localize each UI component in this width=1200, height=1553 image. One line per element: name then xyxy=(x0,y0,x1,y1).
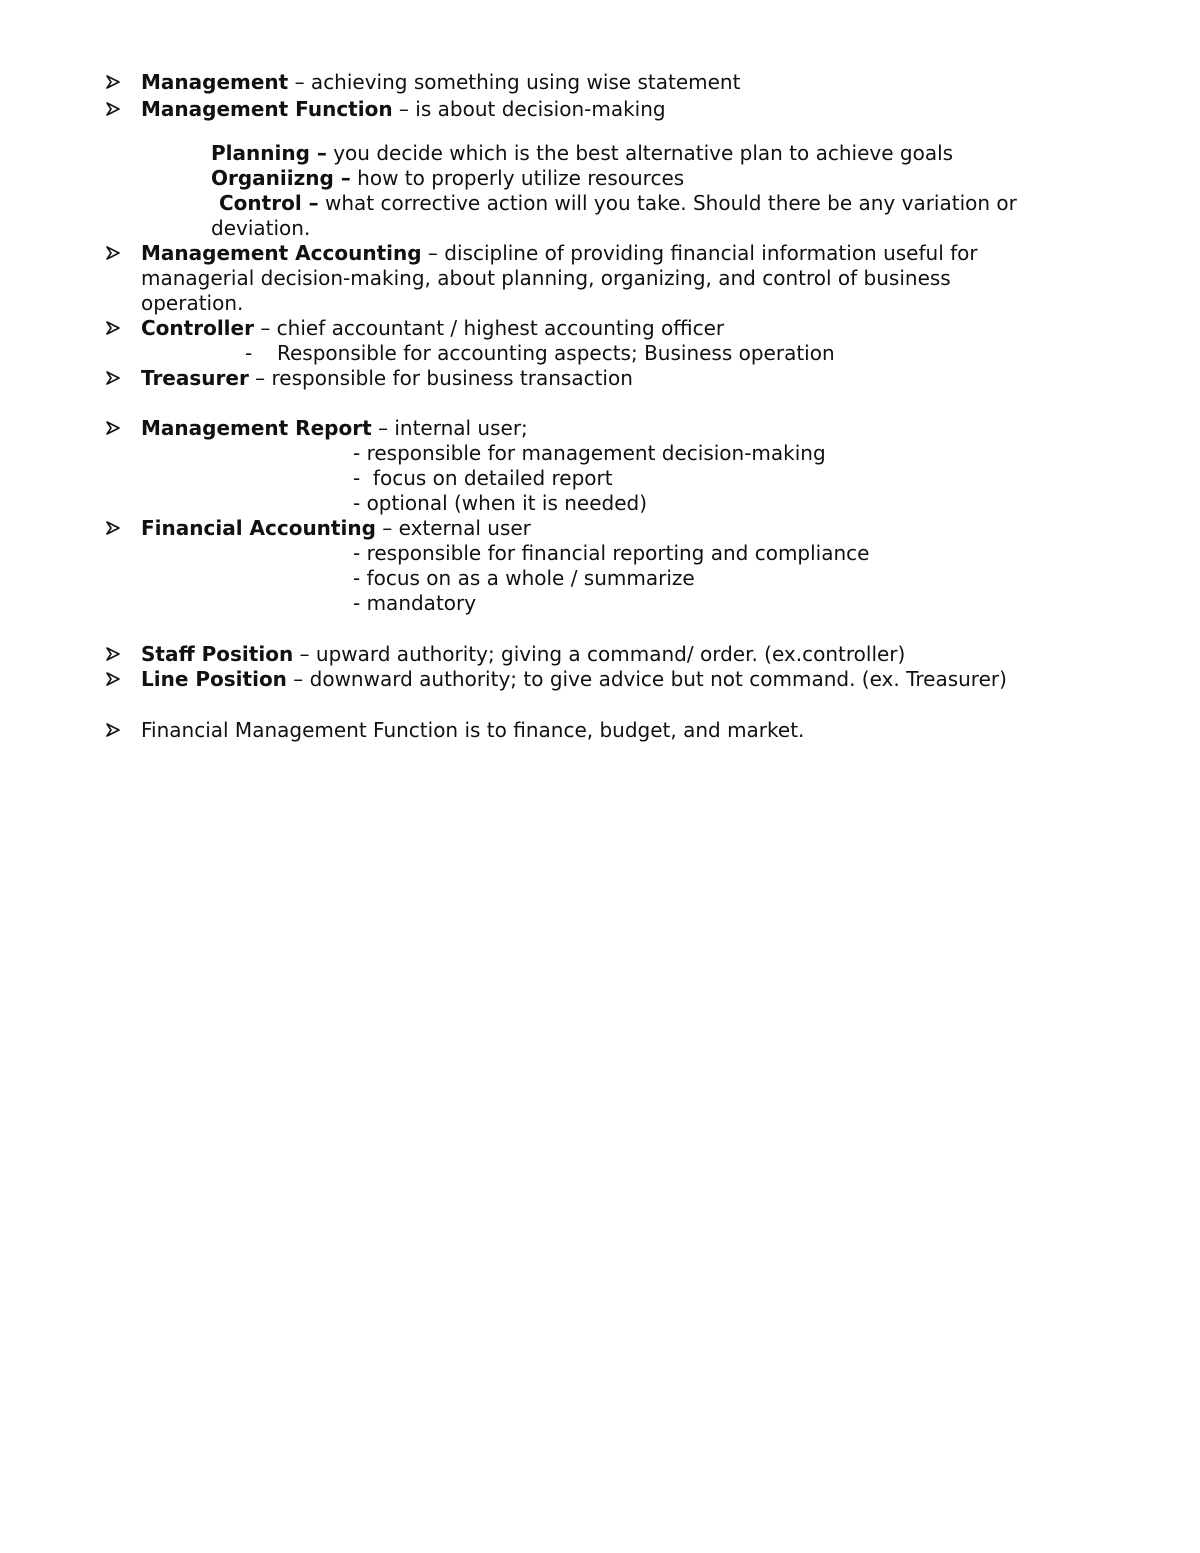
continuation-line xyxy=(0,266,1200,291)
sub-point xyxy=(0,541,1200,566)
sub-point xyxy=(0,591,1200,616)
list-item xyxy=(0,97,1200,122)
definition-text: deviation. xyxy=(211,216,311,240)
sub-point-text: - optional (when it is needed) xyxy=(353,491,648,515)
dash-bullet: - xyxy=(245,341,253,365)
term-label: Organiizng – xyxy=(211,166,351,190)
definition-text: – discipline of providing financial information useful for xyxy=(421,241,978,265)
arrowhead-bullet-icon xyxy=(105,416,125,441)
sub-point xyxy=(0,466,1200,491)
definition-line xyxy=(141,316,724,341)
definition-text: – downward authority; to give advice but not command. (ex. Treasurer) xyxy=(286,667,1007,691)
definition-text: you decide which is the best alternative plan to achieve goals xyxy=(326,141,954,165)
term-label: Controller xyxy=(141,316,254,340)
term-label: Management Accounting xyxy=(141,241,422,265)
definition-line xyxy=(211,141,953,166)
definition-line xyxy=(141,97,666,122)
sub-definition xyxy=(0,141,1200,166)
term-label: Treasurer xyxy=(141,366,249,390)
definition-line xyxy=(141,642,905,667)
term-label: Management Report xyxy=(141,416,372,440)
definition-text: – chief accountant / highest accounting officer xyxy=(253,316,725,340)
definition-text: – upward authority; giving a command/ order. (ex.controller) xyxy=(293,642,906,666)
list-item xyxy=(0,416,1200,441)
definition-line xyxy=(211,166,684,191)
sub-point xyxy=(0,566,1200,591)
term-label: Control – xyxy=(219,191,319,215)
term-label: Management Function xyxy=(141,97,393,121)
arrowhead-bullet-icon xyxy=(105,97,125,122)
arrowhead-bullet-icon xyxy=(105,366,125,391)
arrowhead-bullet-icon xyxy=(105,642,125,667)
arrowhead-bullet-icon xyxy=(105,241,125,266)
sub-point-text: - focus on detailed report xyxy=(353,466,613,490)
sub-point-text: - responsible for management decision-making xyxy=(353,441,826,465)
list-item xyxy=(0,316,1200,341)
definition-text: operation. xyxy=(141,291,244,315)
sub-point-text: - responsible for financial reporting and compliance xyxy=(353,541,870,565)
arrowhead-bullet-icon xyxy=(105,316,125,341)
definition-line xyxy=(141,366,633,391)
list-item xyxy=(0,241,1200,266)
list-item xyxy=(0,516,1200,541)
definition-line xyxy=(141,516,531,541)
sub-point-text: - focus on as a whole / summarize xyxy=(353,566,695,590)
sub-point xyxy=(0,341,1200,366)
definition-text: managerial decision-making, about planning, organizing, and control of business xyxy=(141,266,951,290)
term-label: Management xyxy=(141,70,289,94)
definition-line xyxy=(141,667,1007,692)
list-item xyxy=(0,70,1200,95)
definition-text: – responsible for business transaction xyxy=(248,366,633,390)
sub-definition xyxy=(0,166,1200,191)
sub-point-text: - mandatory xyxy=(353,591,477,615)
list-item xyxy=(0,667,1200,692)
term-label: Staff Position xyxy=(141,642,294,666)
list-item xyxy=(0,718,1200,743)
statement-text: Financial Management Function is to finance, budget, and market. xyxy=(141,718,805,742)
term-label: Financial Accounting xyxy=(141,516,376,540)
definition-text: how to properly utilize resources xyxy=(350,166,685,190)
definition-text: – external user xyxy=(375,516,531,540)
definition-text: what corrective action will you take. Should there be any variation or xyxy=(318,191,1017,215)
continuation-line xyxy=(0,216,1200,241)
sub-point xyxy=(0,441,1200,466)
definition-text: – achieving something using wise statement xyxy=(288,70,741,94)
term-label: Planning – xyxy=(211,141,327,165)
arrowhead-bullet-icon xyxy=(105,718,125,743)
continuation-line xyxy=(0,291,1200,316)
arrowhead-bullet-icon xyxy=(105,667,125,692)
list-item xyxy=(0,642,1200,667)
definition-line xyxy=(141,416,528,441)
sub-definition xyxy=(0,191,1200,216)
term-label: Line Position xyxy=(141,667,287,691)
arrowhead-bullet-icon xyxy=(105,70,125,95)
definition-text: – is about decision-making xyxy=(392,97,666,121)
list-item xyxy=(0,366,1200,391)
sub-point-text: Responsible for accounting aspects; Business operation xyxy=(277,341,835,365)
definition-line xyxy=(141,241,978,266)
arrowhead-bullet-icon xyxy=(105,516,125,541)
definition-line xyxy=(219,191,1017,216)
definition-line xyxy=(141,70,740,95)
sub-point xyxy=(0,491,1200,516)
definition-text: – internal user; xyxy=(371,416,528,440)
